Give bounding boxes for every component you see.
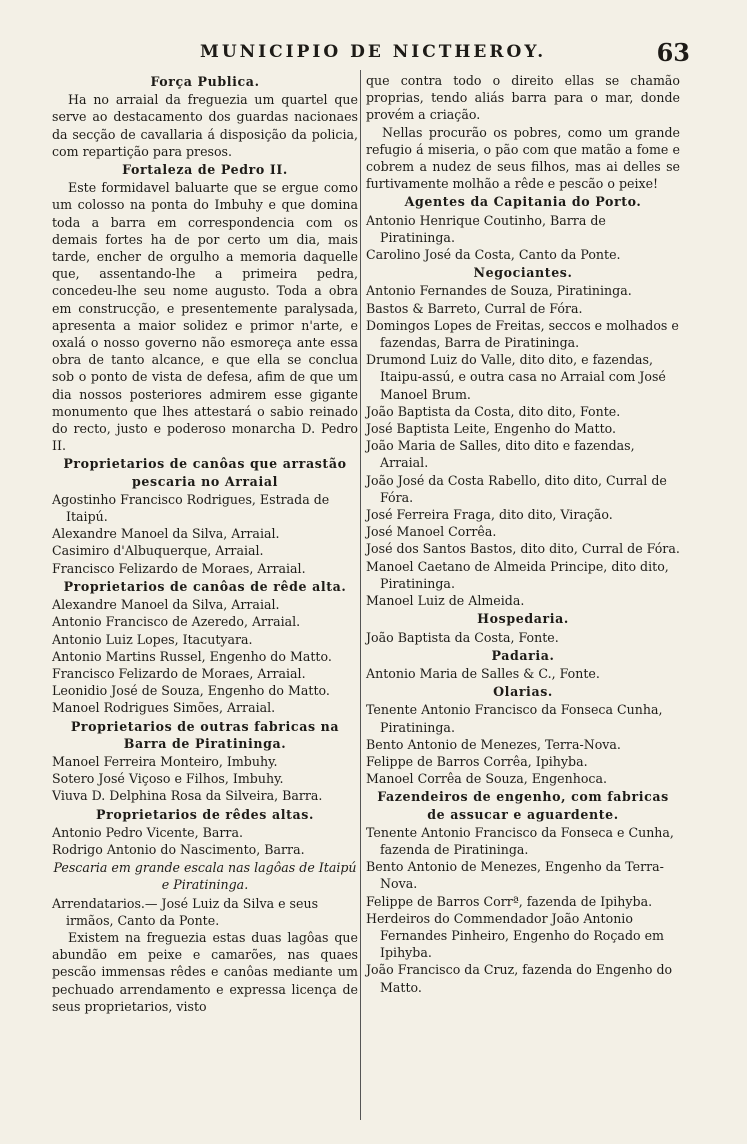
list-item: Antonio Francisco de Azeredo, Arraial.: [52, 614, 301, 630]
list-item: Antonio Martins Russel, Engenho do Matto.: [52, 648, 332, 664]
list-item: Alexandre Manoel da Silva, Arraial.: [52, 597, 280, 613]
section-heading-hospedaria: Hospedaria.: [477, 611, 569, 627]
list-item: Tenente Antonio Francisco da Fonseca Cunha, Piratininga.: [366, 702, 663, 735]
list-item: João José da Costa Rabello, dito dito, Curral de Fóra.: [366, 472, 667, 505]
page-header: [60, 38, 690, 72]
list-item: Francisco Felizardo de Moraes, Arraial.: [52, 560, 306, 576]
list-item: Felippe de Barros Corrª, fazenda de Ipihyba.: [366, 893, 653, 909]
list-item: Casimiro d'Albuquerque, Arraial.: [52, 543, 264, 559]
list-item: Leonidio José de Souza, Engenho do Matto.: [52, 683, 330, 699]
list-item: Antonio Luiz Lopes, Itacutyara.: [52, 631, 253, 647]
list-item: Sotero José Viçoso e Filhos, Imbuhy.: [52, 771, 284, 787]
list-item: José dos Santos Bastos, dito dito, Curral de Fóra.: [366, 541, 680, 557]
list-item: Rodrigo Antonio do Nascimento, Barra.: [52, 841, 305, 857]
list-item: Antonio Henrique Coutinho, Barra de Piratininga.: [366, 212, 606, 245]
list-item: Viuva D. Delphina Rosa da Silveira, Barra.: [52, 788, 323, 804]
section-heading-olarias: Olarias.: [493, 684, 553, 700]
list-item: Antonio Maria de Salles & C., Fonte.: [366, 665, 600, 681]
list-item: Alexandre Manoel da Silva, Arraial.: [52, 526, 280, 542]
list-item: Domingos Lopes de Freitas, seccos e molhados e fazendas, Barra de Piratininga.: [366, 317, 679, 351]
list-item: João Francisco da Cruz, fazenda do Engenho do Matto.: [366, 962, 673, 995]
running-title: MUNICIPIO DE NICTHEROY.: [200, 42, 547, 62]
list-item: Herdeiros do Commendador João Antonio Fernandes Pinheiro, Engenho do Roçado em Ipihyba.: [366, 910, 664, 961]
list-item: Antonio Fernandes de Souza, Piratininga.: [366, 283, 632, 299]
list-item: Manoel Ferreira Monteiro, Imbuhy.: [52, 753, 278, 769]
section-heading-forca-publica: Força Publica.: [150, 74, 260, 89]
section-heading-fazendeiros: Fazendeiros de engenho, com fabricas de assucar e aguardente.: [377, 789, 669, 822]
list-item: Manoel Luiz de Almeida.: [366, 593, 525, 609]
list-item: Francisco Felizardo de Moraes, Arraial.: [52, 665, 306, 681]
list-item: José Ferreira Fraga, dito dito, Viração.: [366, 507, 613, 523]
list-item: João Maria de Salles, dito dito e fazendas, Arraial.: [366, 438, 635, 471]
section-heading-pescaria: Pescaria em grande escala nas lagôas de Itaipú e Piratininga.: [53, 860, 357, 893]
list-item: Manoel Rodrigues Simões, Arraial.: [52, 700, 276, 716]
list-item: Felippe de Barros Corrêa, Ipihyba.: [366, 753, 588, 769]
section-heading-padaria: Padaria.: [491, 647, 555, 663]
list-item: João Baptista da Costa, Fonte.: [366, 629, 559, 645]
list-item: Bento Antonio de Menezes, Terra-Nova.: [366, 736, 621, 752]
column-divider: [360, 70, 361, 1120]
section-heading-outras-fabricas: Proprietarios de outras fabricas na Barra de Piratininga.: [70, 718, 340, 751]
list-item: José Baptista Leite, Engenho do Matto.: [366, 421, 617, 437]
list-item: Carolino José da Costa, Canto da Ponte.: [366, 247, 621, 263]
list-item: João Baptista da Costa, dito dito, Fonte.: [366, 403, 621, 419]
section-heading-fortaleza: Fortaleza de Pedro II.: [122, 162, 288, 178]
paragraph-lagoas: Existem na freguezia estas duas lagôas que abundão em peixe e camarões, nas quaes pescão immensas rêdes e canôas mediante um pechuado arrendamento e expressa licença de seus proprietarios, visto: [52, 929, 358, 1014]
list-item: José Manoel Corrêa.: [366, 524, 497, 540]
page-number: 63: [656, 38, 690, 67]
left-column: [52, 72, 358, 1015]
list-item: Bento Antonio de Menezes, Engenho da Terra-Nova.: [366, 859, 664, 892]
list-item: Drumond Luiz do Valle, dito dito, e fazendas, Itaipu-assú, e outra casa no Arraial com José Manoel Brum.: [366, 352, 666, 402]
section-heading-canoas-arrastao: Proprietarios de canôas que arrastão pescaria no Arraial: [63, 456, 347, 489]
list-item: Manoel Caetano de Almeida Principe, dito dito, Piratininga.: [366, 558, 669, 591]
list-item: Antonio Pedro Vicente, Barra.: [52, 824, 243, 840]
paragraph-forca-publica: Ha no arraial da freguezia um quartel que serve ao destacamento dos guardas nacionaes da secção de cavallaria á disposição da policia, com repartição para presos.: [52, 92, 358, 159]
list-item-arrendatarios: Arrendatarios.— José Luiz da Silva e seus irmãos, Canto da Ponte.: [52, 895, 319, 928]
section-heading-agentes: Agentes da Capitania do Porto.: [404, 194, 642, 210]
list-item: Bastos & Barreto, Curral de Fóra.: [366, 300, 583, 316]
list-item: Manoel Corrêa de Souza, Engenhoca.: [366, 771, 607, 787]
right-column: [366, 72, 680, 996]
paragraph-pobres: Nellas procurão os pobres, como um grande refugio á miseria, o pão com que matão a fome e cobrem a nudez de seus filhos, mas ai delles se furtivamente molhão a rêde e pescão o peixe!: [366, 124, 680, 192]
list-item: Tenente Antonio Francisco da Fonseca e Cunha, fazenda de Piratininga.: [366, 824, 674, 857]
paragraph-continuation: que contra todo o direito ellas se chamão proprias, tendo aliás barra para o mar, donde provém a criação.: [366, 73, 680, 123]
section-heading-canoas-rede-alta: Proprietarios de canôas de rêde alta.: [63, 578, 347, 594]
section-heading-negociantes: Negociantes.: [473, 265, 573, 281]
section-heading-redes-altas: Proprietarios de rêdes altas.: [96, 806, 314, 822]
list-item: Agostinho Francisco Rodrigues, Estrada de Itaipú.: [52, 491, 330, 525]
paragraph-fortaleza: Este formidavel baluarte que se ergue como um colosso na ponta do Imbuhy e que domina toda a barra em correspondencia com os demais fortes ha de por certo um dia, mais tarde, encher de orgulho a memoria daquelle que, assentando-lhe a primeira pedra, concedeu-lhe seu nome augusto. Toda a obra em construcção, e presentemente paralysada, apresenta a maior solidez e primor n'arte, e oxalá o nosso governo não esmoreça ante essa obra de tanto alcance, e que ella se conclua sob o ponto de vista de defesa, afim de que um dia nossos posteriores admirem esse gigante monumento que lhes attestará o sabio reinado do recto, justo e poderoso monarcha D. Pedro II.: [52, 180, 358, 454]
